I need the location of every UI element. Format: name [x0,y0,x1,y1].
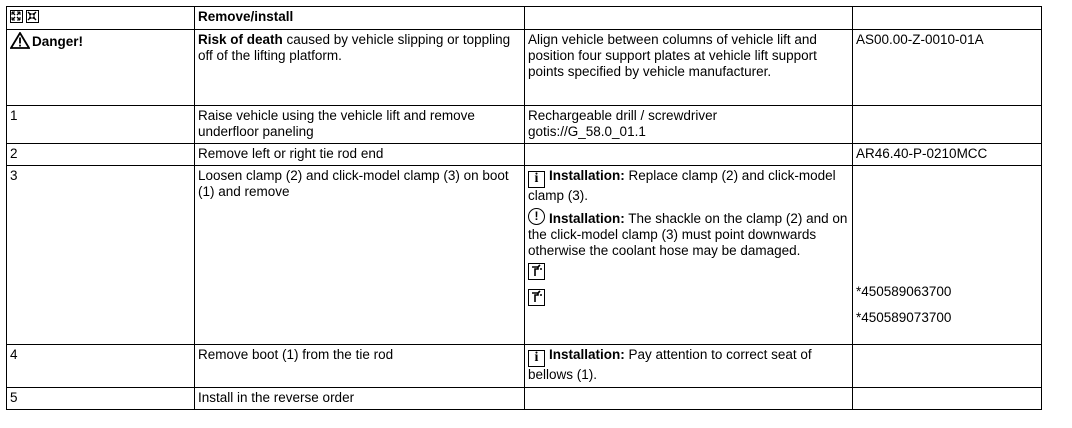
tool-number[interactable]: *450589063700 [856,284,952,299]
step-notes [525,166,853,345]
step-row-5 [7,388,1042,410]
step-action: Raise vehicle using the vehicle lift and remove underfloor paneling [195,106,525,144]
step-action: Install in the reverse order [195,388,525,410]
danger-row [7,30,1042,106]
step-tool: Rechargeable drill / screwdriver gotis://G_58.0_01.1 [525,106,853,144]
step-number: 1 [7,106,195,144]
step-number: 3 [7,166,195,345]
danger-label: Danger! [32,34,84,49]
step-number: 5 [7,388,195,410]
step-action: Remove boot (1) from the tie rod [195,345,525,388]
procedure-table [6,6,1042,410]
info-icon: i [528,171,545,188]
step-tool-refs [853,166,1042,345]
expand-icon[interactable] [10,10,23,23]
special-tool-icon[interactable] [528,289,545,306]
step-number: 2 [7,144,195,166]
collapse-icon[interactable] [26,10,39,23]
step-notes: i Installation: Pay attention to correct seat of bellows (1). [525,345,853,388]
step-number: 4 [7,345,195,388]
danger-risk-cell: Risk of death caused by vehicle slipping or toppling off of the lifting platform. [195,30,525,106]
caution-icon [528,208,545,225]
step-row-1 [7,106,1042,144]
installation-caution: !Installation: The shackle on the clamp (2) and on the click-model clamp (3) must point downwards otherwise the coolant hose may be damaged. [528,208,849,259]
step-reference-link[interactable]: AR46.40-P-0210MCC [853,144,1042,166]
warning-triangle-icon [10,32,30,49]
tool-number[interactable]: *450589073700 [856,310,952,325]
page-title: Remove/install [195,7,525,30]
header-row [7,7,1042,30]
tool-link[interactable]: gotis://G_58.0_01.1 [528,124,646,139]
header-icons-cell [7,7,195,30]
special-tool-icon[interactable] [528,263,545,280]
danger-label-cell [7,30,195,106]
step-action: Loosen clamp (2) and click-model clamp (3) on boot (1) and remove [195,166,525,345]
step-action: Remove left or right tie rod end [195,144,525,166]
step-row-3 [7,166,1042,345]
installation-note: i Installation: Replace clamp (2) and click-model clamp (3). [528,168,836,203]
info-icon: i [528,350,545,367]
step-row-4 [7,345,1042,388]
danger-reference-link[interactable]: AS00.00-Z-0010-01A [853,30,1042,106]
danger-instruction: Align vehicle between columns of vehicle lift and position four support plates at vehicle lift support points specified by vehicle manufacturer. [525,30,853,106]
step-row-2 [7,144,1042,166]
